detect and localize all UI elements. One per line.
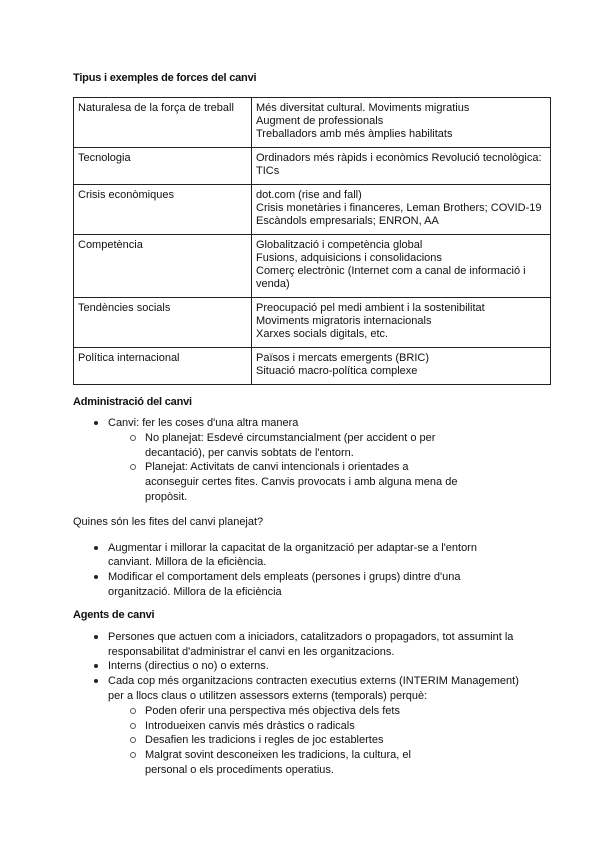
bullet-icon [94, 421, 98, 425]
example-line: Països i mercats emergents (BRIC) [256, 352, 429, 364]
force-type-cell: Naturalesa de la força de treball [74, 98, 252, 148]
goals-question: Quines són les fites del canvi planejat? [73, 515, 264, 528]
bullet-icon [94, 635, 98, 639]
table-row [74, 348, 551, 385]
list-item: Planejat: Activitats de canvi intencionals i orientades a aconseguir certes fites. Canvis provocats i amb alguna mena de propòsit. [73, 460, 465, 504]
force-examples-cell [252, 298, 551, 348]
force-type-cell: Tendències socials [74, 298, 252, 348]
example-line: Preocupació pel medi ambient i la sostenibilitat [256, 302, 485, 314]
example-line: Xarxes socials digitals, etc. [256, 328, 389, 340]
list-item: Desafien les tradicions i regles de joc establertes [73, 733, 528, 748]
agents-heading: Agents de canvi [73, 608, 155, 621]
list-item: No planejat: Esdevé circumstancialment (per accident o per decantació), per canvis sobtats de l'entorn. [73, 431, 465, 461]
table-row [74, 298, 551, 348]
table-row [74, 148, 551, 185]
list-item: Modificar el comportament dels empleats (persones i grups) dintre d'una organització. Millora de la eficiència [73, 570, 498, 600]
example-line: Ordinadors més ràpids i econòmics Revolució tecnològica: TICs [256, 152, 542, 177]
force-examples-cell [252, 98, 551, 148]
table-title: Tipus i exemples de forces del canvi [73, 72, 257, 84]
force-type-cell: Tecnologia [74, 148, 252, 185]
list-item: Poden oferir una perspectiva més objectiva dels fets [73, 704, 528, 719]
example-line: Augment de professionals [256, 115, 384, 127]
bullet-icon [94, 546, 98, 550]
bullet-icon [94, 575, 98, 579]
example-line: dot.com (rise and fall) [256, 189, 362, 201]
circle-bullet-icon [130, 723, 136, 729]
admin-heading: Administració del canvi [73, 396, 192, 408]
list-item: Cada cop més organitzacions contracten executius externs (INTERIM Management) per a llocs claus o utilitzen assessors externs (temporals) perquè: [73, 674, 528, 704]
list-item: Introdueixen canvis més dràstics o radicals [73, 719, 528, 734]
circle-bullet-icon [130, 708, 136, 714]
force-examples-cell [252, 148, 551, 185]
force-type-cell: Crisis econòmiques [74, 185, 252, 235]
force-examples-cell [252, 235, 551, 298]
bullet-icon [94, 664, 98, 668]
admin-section [73, 396, 528, 778]
example-line: Treballadors amb més àmplies habilitats [256, 128, 453, 140]
forces-table [73, 97, 551, 385]
circle-bullet-icon [130, 435, 136, 441]
example-line: Crisis monetàries i financeres, Leman Brothers; COVID-19 [256, 202, 542, 214]
list-item: Persones que actuen com a iniciadors, catalitzadors o propagadors, tot assumint la responsabilitat d'administrar el canvi en les organitzacions. [73, 630, 528, 660]
bullet-icon [94, 679, 98, 683]
circle-bullet-icon [130, 464, 136, 470]
example-line: Comerç electrònic (Internet com a canal de informació i venda) [256, 265, 526, 290]
example-line: Escàndols empresarials; ENRON, AA [256, 215, 439, 227]
example-line: Més diversitat cultural. Moviments migratius [256, 102, 470, 114]
force-type-cell: Política internacional [74, 348, 252, 385]
list-item: Malgrat sovint desconeixen les tradicions, la cultura, el personal o els procediments operatius. [73, 748, 455, 778]
example-line: Moviments migratoris internacionals [256, 315, 432, 327]
example-line: Fusions, adquisicions i consolidacions [256, 252, 442, 264]
force-examples-cell [252, 348, 551, 385]
list-item: Interns (directius o no) o externs. [73, 659, 528, 674]
table-row [74, 98, 551, 148]
table-row [74, 235, 551, 298]
table-row [74, 185, 551, 235]
force-examples-cell [252, 185, 551, 235]
circle-bullet-icon [130, 737, 136, 743]
force-type-cell: Competència [74, 235, 252, 298]
example-line: Globalització i competència global [256, 239, 423, 251]
example-line: Situació macro-política complexe [256, 365, 418, 377]
circle-bullet-icon [130, 752, 136, 758]
list-item: Augmentar i millorar la capacitat de la organització per adaptar-se a l'entorn canviant. Millora de la eficiència. [73, 541, 498, 571]
list-item: Canvi: fer les coses d'una altra manera [73, 416, 528, 431]
